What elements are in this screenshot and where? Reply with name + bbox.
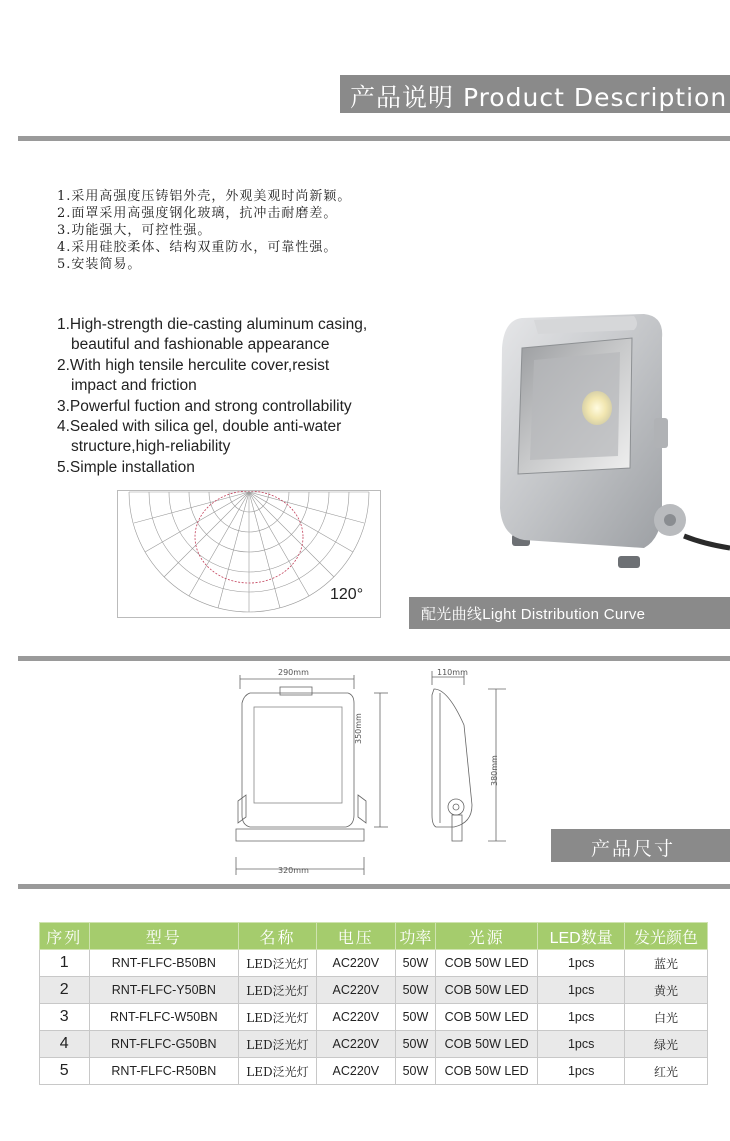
cell-model: RNT-FLFC-W50BN	[89, 1004, 239, 1031]
side-depth-label: 110mm	[437, 668, 468, 677]
cell-name: LED泛光灯	[239, 1031, 317, 1058]
feature-en-item: 5.Simple installation	[57, 458, 195, 476]
cell-name: LED泛光灯	[239, 1058, 317, 1085]
feature-cn-item: 5.安装简易。	[57, 257, 142, 272]
col-header-led-qty: LED数量	[538, 923, 625, 950]
section-divider	[18, 136, 730, 141]
feature-en-item-cont: structure,high-reliability	[71, 438, 231, 456]
cell-led-qty: 1pcs	[538, 977, 625, 1004]
col-header-name: 名称	[239, 923, 317, 950]
cell-index: 4	[40, 1031, 90, 1058]
cell-model: RNT-FLFC-B50BN	[89, 950, 239, 977]
front-view-drawing	[228, 665, 398, 880]
cell-color: 蓝光	[625, 950, 708, 977]
table-row	[40, 1004, 708, 1031]
cell-index: 3	[40, 1004, 90, 1031]
cell-name: LED泛光灯	[239, 1004, 317, 1031]
product-photo	[494, 308, 730, 570]
features-en-list	[57, 315, 367, 478]
cell-source: COB 50W LED	[436, 1031, 538, 1058]
cell-model: RNT-FLFC-Y50BN	[89, 977, 239, 1004]
cell-power: 50W	[395, 1031, 435, 1058]
cell-voltage: AC220V	[316, 950, 395, 977]
cell-source: COB 50W LED	[436, 950, 538, 977]
beam-angle-label: 120°	[330, 586, 364, 603]
cell-led-qty: 1pcs	[538, 1058, 625, 1085]
col-header-voltage: 电压	[316, 923, 395, 950]
cell-power: 50W	[395, 950, 435, 977]
feature-en-item-cont: beautiful and fashionable appearance	[71, 336, 330, 354]
page-title: 产品说明 Product Description	[350, 83, 728, 112]
table-row	[40, 1031, 708, 1058]
col-header-index: 序列	[40, 923, 90, 950]
cell-model: RNT-FLFC-G50BN	[89, 1031, 239, 1058]
spec-table	[39, 922, 708, 1085]
side-height-label: 380mm	[490, 755, 499, 786]
table-row	[40, 950, 708, 977]
feature-cn-item: 1.采用高强度压铸铝外壳，外观美观时尚新颖。	[57, 189, 352, 204]
cell-voltage: AC220V	[316, 1058, 395, 1085]
col-header-model: 型号	[89, 923, 239, 950]
cell-index: 5	[40, 1058, 90, 1085]
table-row	[40, 1058, 708, 1085]
cell-source: COB 50W LED	[436, 977, 538, 1004]
front-height-label: 350mm	[354, 713, 363, 744]
front-width-label: 290mm	[278, 668, 309, 677]
feature-en-item: 4.Sealed with silica gel, double anti-water	[57, 418, 342, 436]
cell-power: 50W	[395, 1058, 435, 1085]
col-header-color: 发光颜色	[625, 923, 708, 950]
feature-en-item: 3.Powerful fuction and strong controllability	[57, 397, 352, 415]
feature-cn-item: 2.面罩采用高强度钢化玻璃，抗冲击耐磨差。	[57, 206, 338, 221]
col-header-power: 功率	[395, 923, 435, 950]
cell-color: 白光	[625, 1004, 708, 1031]
cell-voltage: AC220V	[316, 977, 395, 1004]
section-divider	[18, 656, 730, 661]
feature-cn-item: 3.功能强大，可控性强。	[57, 223, 212, 238]
cell-color: 黄光	[625, 977, 708, 1004]
feature-en-item: 2.With high tensile herculite cover,resist	[57, 356, 330, 374]
side-view-drawing	[424, 665, 524, 850]
cell-name: LED泛光灯	[239, 950, 317, 977]
feature-en-item: 1.High-strength die-casting aluminum casing,	[57, 316, 368, 333]
cell-voltage: AC220V	[316, 1031, 395, 1058]
table-row	[40, 977, 708, 1004]
cell-led-qty: 1pcs	[538, 950, 625, 977]
cell-name: LED泛光灯	[239, 977, 317, 1004]
features-cn-list	[57, 188, 351, 273]
light-curve-label: 配光曲线Light Distribution Curve	[421, 606, 646, 623]
cell-source: COB 50W LED	[436, 1004, 538, 1031]
feature-en-item-cont: impact and friction	[71, 377, 197, 395]
cell-voltage: AC220V	[316, 1004, 395, 1031]
cell-model: RNT-FLFC-R50BN	[89, 1058, 239, 1085]
bracket-width-label: 320mm	[278, 866, 309, 875]
cell-index: 2	[40, 977, 90, 1004]
cell-led-qty: 1pcs	[538, 1004, 625, 1031]
section-divider	[18, 884, 730, 889]
cell-index: 1	[40, 950, 90, 977]
cell-power: 50W	[395, 977, 435, 1004]
cell-power: 50W	[395, 1004, 435, 1031]
feature-cn-item: 4.采用硅胶柔体、结构双重防水，可靠性强。	[57, 240, 338, 255]
cell-led-qty: 1pcs	[538, 1031, 625, 1058]
col-header-source: 光源	[436, 923, 538, 950]
cell-source: COB 50W LED	[436, 1058, 538, 1085]
dimensions-label: 产品尺寸	[591, 838, 676, 860]
cell-color: 红光	[625, 1058, 708, 1085]
table-header-row	[40, 923, 708, 950]
cell-color: 绿光	[625, 1031, 708, 1058]
